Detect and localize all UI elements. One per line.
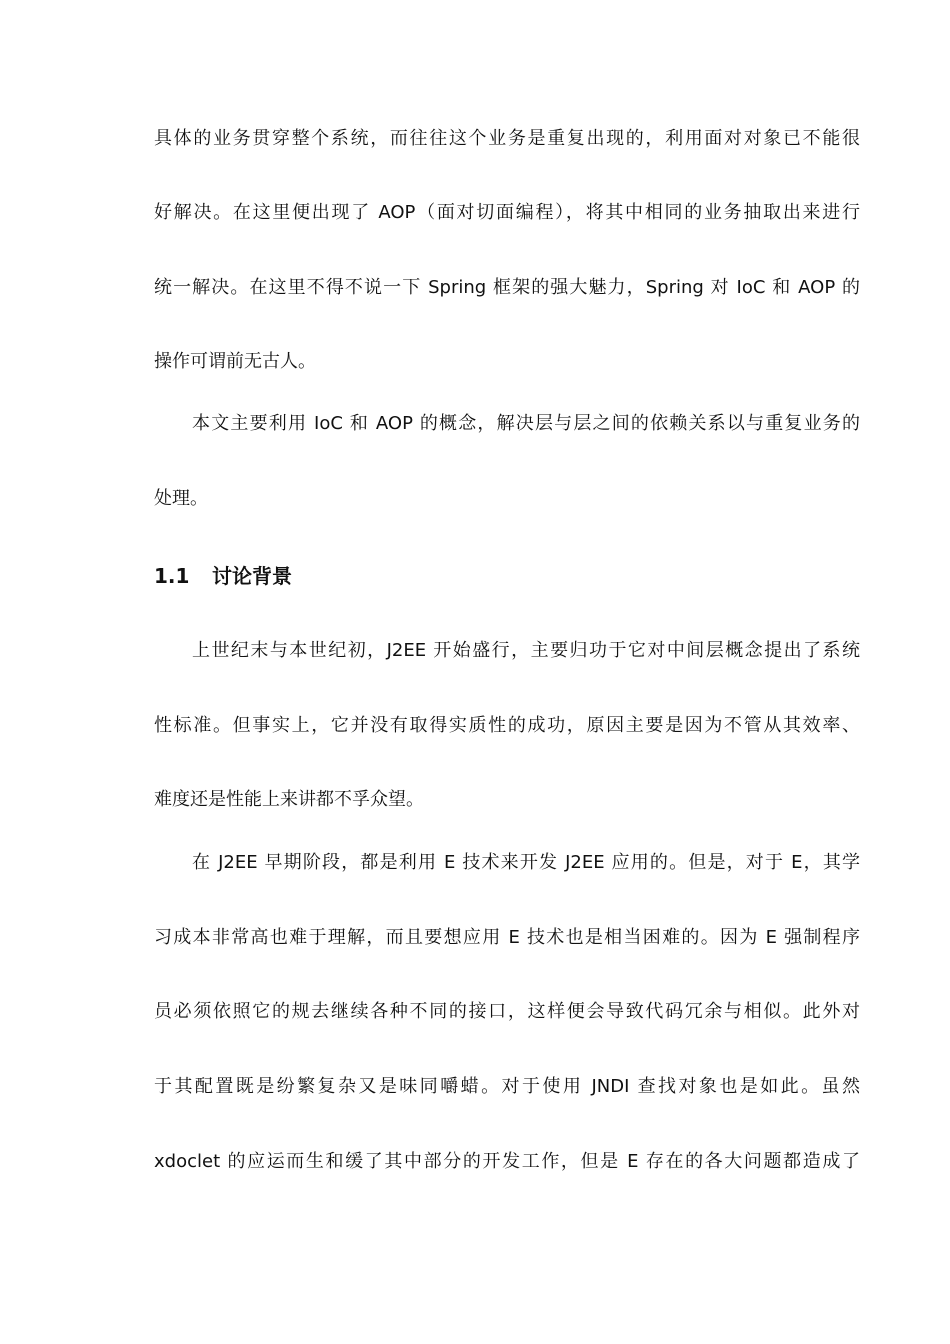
paragraph-4-line-1: 在 J2EE 早期阶段，都是利用 E 技术来开发 J2EE 应用的。但是，对于 E，其学 xyxy=(192,852,860,873)
section-title: 讨论背景 xyxy=(212,564,292,588)
paragraph-3-line-1: 上世纪末与本世纪初，J2EE 开始盛行，主要归功于它对中间层概念提出了系统 xyxy=(192,640,860,661)
paragraph-4-line-2: 习成本非常高也难于理解，而且要想应用 E 技术也是相当困难的。因为 E 强制程序 xyxy=(154,927,860,948)
paragraph-4-line-3: 员必须依照它的规去继续各种不同的接口，这样便会导致代码冗余与相似。此外对 xyxy=(154,1001,860,1022)
paragraph-4-line-4: 于其配置既是纷繁复杂又是味同嚼蜡。对于使用 JNDI 查找对象也是如此。虽然 xyxy=(154,1076,860,1097)
paragraph-1-line-4: 操作可谓前无古人。 xyxy=(154,351,316,372)
paragraph-1-line-2: 好解决。在这里便出现了 AOP（面对切面编程），将其中相同的业务抽取出来进行 xyxy=(154,202,860,223)
paragraph-4-line-5: xdoclet 的应运而生和缓了其中部分的开发工作，但是 E 存在的各大问题都造成了 xyxy=(154,1151,860,1172)
paragraph-2-line-1: 本文主要利用 IoC 和 AOP 的概念，解决层与层之间的依赖关系以与重复业务的 xyxy=(192,413,860,434)
paragraph-3-line-3: 难度还是性能上来讲都不孚众望。 xyxy=(154,789,424,810)
paragraph-2-line-2: 处理。 xyxy=(154,488,208,509)
section-number: 1.1 xyxy=(154,564,190,588)
paragraph-1-line-1: 具体的业务贯穿整个系统，而往往这个业务是重复出现的，利用面对对象已不能很 xyxy=(154,128,860,149)
paragraph-3-line-2: 性标准。但事实上，它并没有取得实质性的成功，原因主要是因为不管从其效率、 xyxy=(154,715,860,736)
paragraph-1-line-3: 统一解决。在这里不得不说一下 Spring 框架的强大魅力，Spring 对 IoC 和 AOP 的 xyxy=(154,277,860,298)
section-heading xyxy=(154,563,292,589)
